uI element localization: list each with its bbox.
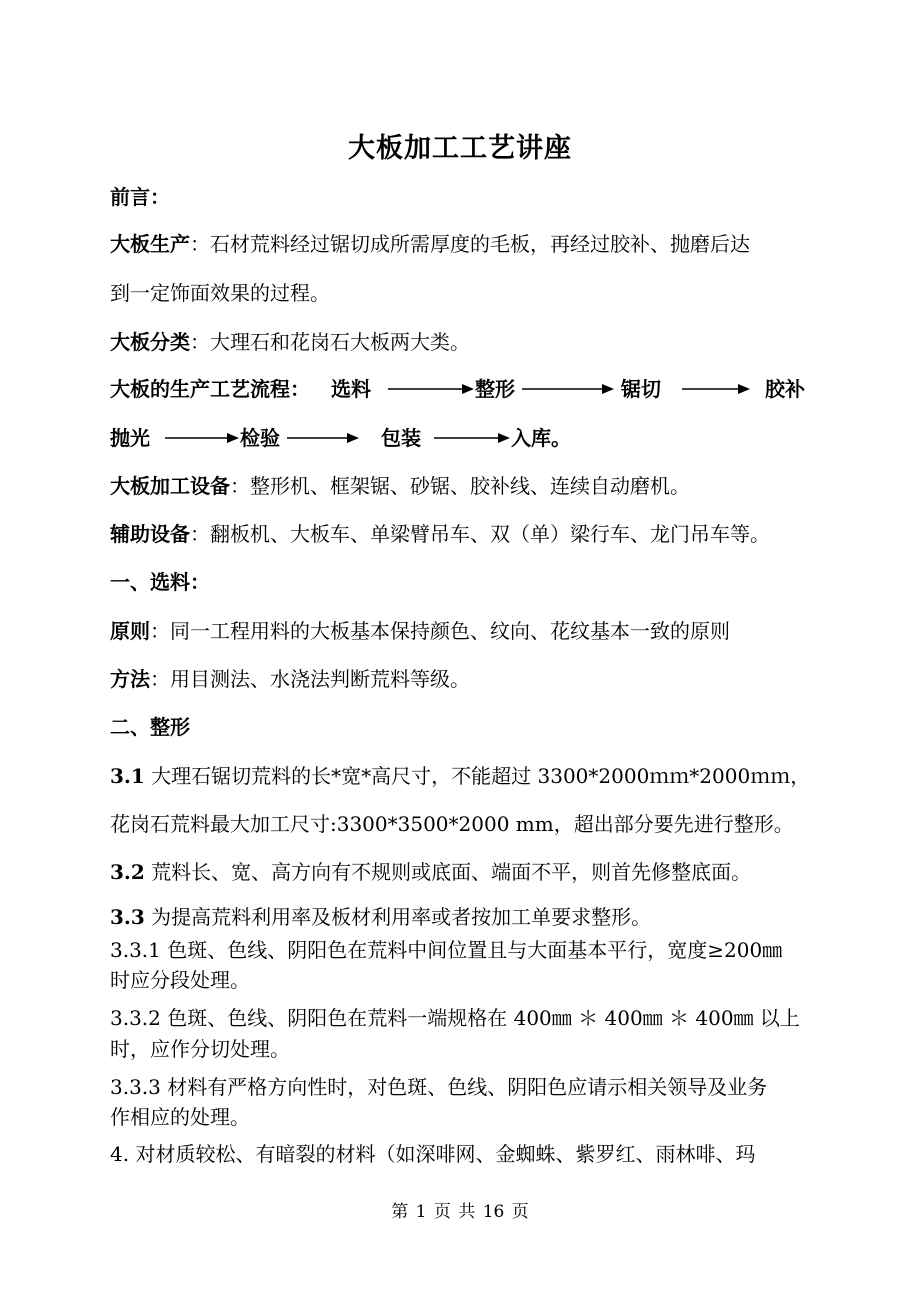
item-3-1-line-1 bbox=[110, 764, 810, 788]
item-3-1-text: 大理石锯切荒料的长*宽*高尺寸，不能超过 3300*2000ｍｍ*2000ｍｍ， bbox=[144, 764, 811, 788]
process-step-8: 入库。 bbox=[511, 426, 571, 450]
equipment-paragraph bbox=[110, 474, 690, 498]
process-step-4: 胶补 bbox=[765, 377, 805, 401]
item-3-3-2-line-2: 时，应作分切处理。 bbox=[110, 1037, 290, 1061]
principle-paragraph bbox=[110, 619, 730, 643]
method-paragraph bbox=[110, 667, 470, 691]
item-3-3-1-line-2: 时应分段处理。 bbox=[110, 968, 250, 992]
process-step-2: 整形 bbox=[475, 377, 515, 401]
flow-arrow-icon bbox=[165, 426, 239, 450]
aux-equipment-paragraph bbox=[110, 522, 770, 546]
principle-label: 原则 bbox=[110, 619, 150, 643]
equipment-text: ：整形机、框架锯、砂锯、胶补线、连续自动磨机。 bbox=[230, 474, 690, 498]
flow-arrow-icon bbox=[434, 426, 510, 450]
production-paragraph-line-1 bbox=[110, 232, 750, 256]
flow-arrow-icon bbox=[682, 377, 750, 401]
item-3-1-number: 3.1 bbox=[110, 764, 145, 788]
method-label: 方法 bbox=[110, 667, 150, 691]
flow-arrow-icon bbox=[287, 426, 359, 450]
process-step-3: 锯切 bbox=[621, 377, 661, 401]
process-step-1: 选料 bbox=[331, 377, 371, 401]
item-4: 4. 对材质较松、有暗裂的材料（如深啡网、金蜘蛛、紫罗红、雨林啡、玛 bbox=[110, 1142, 756, 1166]
classification-label: 大板分类 bbox=[110, 330, 190, 354]
item-3-3-text: 为提高荒料利用率及板材利用率或者按加工单要求整形。 bbox=[144, 905, 652, 929]
item-3-2-text: 荒料长、宽、高方向有不规则或底面、端面不平，则首先修整底面。 bbox=[144, 860, 752, 884]
item-3-3-number: 3.3 bbox=[110, 905, 145, 929]
section-1-heading: 一、选料： bbox=[110, 570, 210, 594]
item-3-1-line-2: 花岗石荒料最大加工尺寸:3300*3500*2000 mm，超出部分要先进行整形。 bbox=[110, 812, 794, 836]
process-step-7: 包装 bbox=[381, 426, 421, 450]
item-3-3-1-line-1: 3.3.1 色斑、色线、阴阳色在荒料中间位置且与大面基本平行，宽度≥200㎜ bbox=[110, 938, 783, 962]
equipment-label: 大板加工设备 bbox=[110, 474, 230, 498]
flow-arrow-icon bbox=[522, 377, 614, 401]
process-flow-label: 大板的生产工艺流程： bbox=[110, 377, 310, 401]
item-3-3 bbox=[110, 905, 651, 929]
aux-equipment-text: ：翻板机、大板车、单梁臂吊车、双（单）梁行车、龙门吊车等。 bbox=[190, 522, 770, 546]
preface-heading: 前言： bbox=[110, 185, 170, 209]
item-3-3-2-line-1: 3.3.2 色斑、色线、阴阳色在荒料一端规格在 400㎜ ＊ 400㎜ ＊ 400㎜ 以上 bbox=[110, 1006, 800, 1030]
classification-text: ：大理石和花岗石大板两大类。 bbox=[190, 330, 470, 354]
principle-text: ：同一工程用料的大板基本保持颜色、纹向、花纹基本一致的原则 bbox=[150, 619, 730, 643]
flow-arrow-icon bbox=[388, 377, 474, 401]
item-3-2-number: 3.2 bbox=[110, 860, 145, 884]
item-3-3-3-line-1: 3.3.3 材料有严格方向性时，对色斑、色线、阴阳色应请示相关领导及业务 bbox=[110, 1075, 768, 1099]
aux-equipment-label: 辅助设备 bbox=[110, 522, 190, 546]
item-3-3-3-line-2: 作相应的处理。 bbox=[110, 1105, 250, 1129]
process-step-5: 抛光 bbox=[110, 426, 150, 450]
production-label: 大板生产 bbox=[110, 232, 190, 256]
item-3-2 bbox=[110, 860, 751, 884]
process-step-6: 检验 bbox=[240, 426, 280, 450]
production-paragraph-line-2: 到一定饰面效果的过程。 bbox=[110, 281, 330, 305]
section-2-heading: 二、整形 bbox=[110, 715, 190, 739]
method-text: ：用目测法、水浇法判断荒料等级。 bbox=[150, 667, 470, 691]
production-text: ：石材荒料经过锯切成所需厚度的毛板，再经过胶补、抛磨后达 bbox=[190, 232, 750, 256]
page-footer: 第 1 页 共 16 页 bbox=[391, 1202, 529, 1222]
classification-paragraph bbox=[110, 330, 470, 354]
document-title: 大板加工工艺讲座 bbox=[348, 133, 572, 164]
